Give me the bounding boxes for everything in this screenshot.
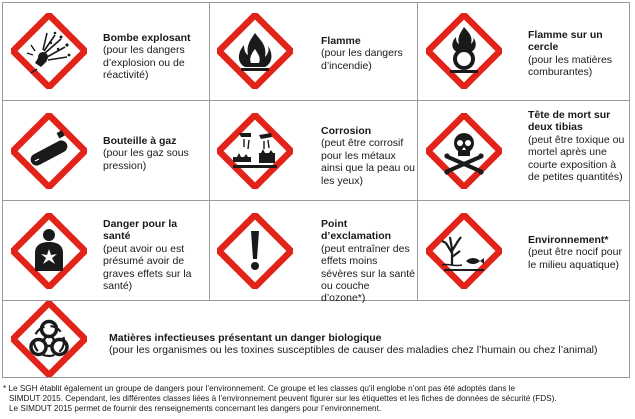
- pictogram-title: Matières infectieuses présentant un danger biologique: [109, 332, 382, 344]
- pictogram-title: Corrosion: [321, 125, 372, 137]
- pictogram-cell-bombe: [3, 3, 209, 100]
- pictogram-cell-corrosion: [210, 101, 417, 200]
- pictogram-title: Tête de mort sur deux tibias: [528, 109, 611, 134]
- footnote-line: * Le SGH établit également un groupe de dangers pour l’environnement. Ce groupe et les classes qu’il englobe n’ont pas été adoptés dans le: [3, 384, 516, 393]
- pictogram-title: Bouteille à gaz: [103, 135, 177, 147]
- pictogram-title: Bombe explosant: [103, 32, 191, 44]
- pictogram-cell-flamme-cercle: [418, 3, 629, 100]
- pictogram-description: (pour les dangers d’explosion ou de réactivité): [103, 44, 185, 82]
- pictogram-description: (peut être toxique ou mortel après une courte exposition à de petites quantités): [528, 133, 625, 184]
- pictogram-description: (peut être nocif pour le milieu aquatique): [528, 246, 622, 271]
- pictogram-title: Danger pour la santé: [103, 218, 178, 243]
- environment-icon: [426, 213, 502, 289]
- footnote: [3, 384, 631, 414]
- exploding-bomb-icon: [11, 13, 87, 89]
- flame-icon: [217, 13, 293, 89]
- pictogram-title: Flamme: [321, 35, 361, 47]
- pictogram-description: (peut avoir ou est présumé avoir de graves effets sur la santé): [103, 242, 192, 293]
- pictogram-table: [2, 2, 630, 378]
- pictogram-description: (pour les matières comburantes): [528, 53, 613, 79]
- footnote-line: SIMDUT 2015. Cependant, les différentes classes liées à l’environnement peuvent figurer sur les étiquettes et les fiches de données de sécurité (FDS).: [9, 394, 557, 403]
- pictogram-description: (pour les gaz sous pression): [103, 147, 189, 172]
- pictogram-cell-tete-de-mort: [418, 101, 629, 200]
- pictogram-title: Point d’exclamation: [321, 218, 392, 243]
- footnote-line: Le SIMDUT 2015 permet de fournir des renseignements concernant les dangers pour l’environnement.: [9, 404, 382, 413]
- pictogram-description: (peut être corrosif pour les métaux ainsi que la peau ou les yeux): [321, 137, 415, 187]
- pictogram-cell-exclamation: [210, 201, 417, 305]
- pictogram-description: (peut entraîner des effets moins sévères sur la santé ou couche d’ozone*): [321, 242, 415, 305]
- pictogram-cell-danger-sante: [3, 201, 209, 300]
- skull-crossbones-icon: [426, 113, 502, 189]
- pictogram-title: Flamme sur un cercle: [528, 29, 603, 54]
- pictogram-cell-environnement: [418, 201, 629, 300]
- biohazard-icon: [11, 301, 87, 377]
- flame-over-circle-icon: [426, 13, 502, 89]
- gas-cylinder-icon: [11, 113, 87, 189]
- pictogram-description: (pour les organismes ou les toxines susceptibles de causer des maladies chez l’humain ou chez l’animal): [109, 344, 598, 357]
- corrosion-icon: [217, 113, 293, 189]
- exclamation-mark-icon: [217, 213, 293, 289]
- pictogram-title: Environnement*: [528, 234, 609, 246]
- pictogram-description: (pour les dangers d’incendie): [321, 47, 403, 72]
- pictogram-cell-biologique: [3, 301, 629, 377]
- pictogram-cell-bouteille: [3, 101, 209, 200]
- pictogram-cell-flamme: [210, 3, 417, 100]
- health-hazard-icon: [11, 213, 87, 289]
